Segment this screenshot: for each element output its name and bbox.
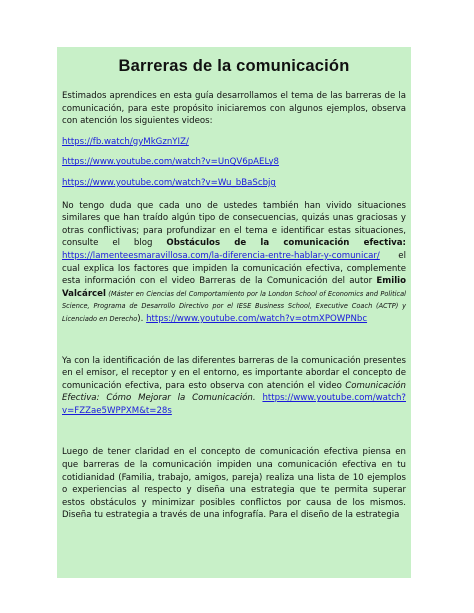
author-credentials-end: ).	[137, 313, 147, 324]
link-line-1	[62, 136, 406, 149]
author-name: Emilio Valcárcel	[62, 276, 406, 299]
effective-communication-video-link[interactable]: https://www.youtube.com/watch?v=FZZae5WPPXM&t=28s	[62, 393, 406, 416]
blog-link[interactable]: https://lamenteesmaravillosa.com/la-diferencia-entre-hablar-y-comunicar/	[62, 250, 380, 261]
blog-name: Obstáculos de la comunicación efectiva:	[166, 238, 406, 249]
document-page	[57, 47, 411, 578]
youtube-video-link-1[interactable]: https://www.youtube.com/watch?v=UnQV6pAELy8	[62, 157, 280, 168]
author-video-link[interactable]: https://www.youtube.com/watch?v=otmXPOWPNbc	[146, 313, 368, 324]
author-credentials: (Máster en Ciencias del Comportamiento por la London School of Economics and Political Science, Programa de Desarrollo Directivo por el IESE Business School, Executive Coach (ACTP) y Licenciado en Derecho	[62, 289, 406, 323]
link-line-2	[62, 156, 406, 169]
page-title: Barreras de la comunicación	[118, 57, 350, 75]
effective-communication-paragraph	[62, 355, 406, 418]
blog-paragraph-text-1: No tengo duda que cada uno de ustedes también han vivido situaciones similares que han traído algún tipo de consecuencias, quizás unas graciosas y otras conflictivas; para profundizar en el tema e identificar estas situaciones, consulte el blog	[62, 200, 406, 249]
effective-communication-text: Ya con la identificación de las diferentes barreras de la comunicación presentes en el emisor, el receptor y en el entorno, es importante abordar el concepto de comunicación efectiva, para esto observa con atención el video	[62, 355, 406, 391]
activity-paragraph: Luego de tener claridad en el concepto de comunicación efectiva piensa en que barreras de la comunicación impiden una comunicación efectiva en tu cotidianidad (Familia, trabajo, amigos, pareja) realiza una lista de 10 ejemplos o experiencias al respecto y diseña una estrategia que te permita superar estos obstáculos y minimizar posibles conflictos por causa de los mismos. Diseña tu estrategia a través de una infografía. Para el diseño de la estrategia	[62, 447, 406, 521]
intro-paragraph: Estimados aprendices en esta guía desarrollamos el tema de las barreras de la comunicación, para este propósito iniciaremos con algunos ejemplos, observa con atención los siguientes videos:	[62, 91, 406, 127]
facebook-video-link[interactable]: https://fb.watch/gyMkGznYIZ/	[62, 136, 189, 147]
blog-paragraph-text-2: el cual explica los factores que impiden la comunicación efectiva, complemente esta información con el video Barreras de la Comunicación del autor	[62, 250, 406, 287]
blog-paragraph	[62, 200, 406, 326]
video-title: Comunicación Efectiva: Cómo Mejorar la Comunicación.	[62, 380, 406, 404]
youtube-video-link-2[interactable]: https://www.youtube.com/watch?v=Wu_bBaScbjg	[62, 177, 276, 188]
link-line-3	[62, 177, 406, 190]
